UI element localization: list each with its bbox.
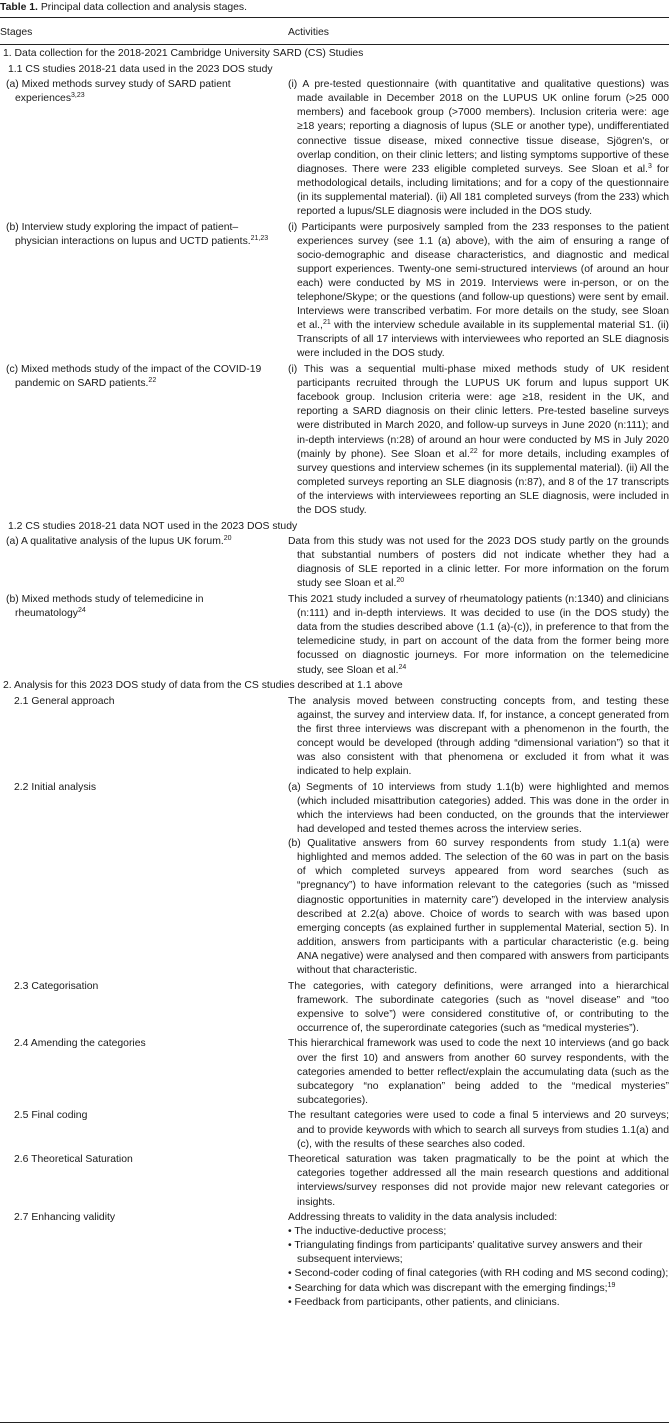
- text-run: 1.1 CS studies 2018-21 data used in the 2023 DOS study: [8, 63, 273, 75]
- text-run: This 2021 study included a survey of rheumatology patients (n:1340) and clinicians (n:111) and in-depth interviews. It was decided to use (in the DOS study) the data from the studies described above (1.1 (a)-(c)), in preference to that from the telemedicine study, in part on account of the data from the former being more focussed on diagnostic journeys. For more information on the telemedicine study, see Sloan et al.: [288, 594, 669, 676]
- stage-cell: [0, 593, 288, 678]
- text-run: 2.6 Theoretical Saturation: [14, 1154, 133, 1166]
- reference-superscript: 22: [148, 377, 157, 385]
- table-section-row: [0, 679, 669, 693]
- activity-paragraph: [288, 78, 669, 219]
- bullet-item: [288, 1225, 669, 1239]
- stage-cell: [0, 781, 288, 978]
- stage-cell: [0, 78, 288, 219]
- activity-paragraph: [288, 363, 669, 518]
- reference-superscript: 24: [398, 663, 407, 671]
- reference-superscript: 3: [647, 162, 652, 170]
- text-run: Theoretical saturation was taken pragmatically to be the point at which the categories together addressed all the main research questions and additional interviews/survey responses did not provide major new relevant categories or insights.: [288, 1154, 669, 1208]
- text-run: (i) A pre-tested questionnaire (with quantitative and qualitative questions) was made available in December 2018 on the LUPUS UK online forum (>25 000 members) and facebook group (>7000 members). Inclusion criteria were: age ≥18 years; reporting a diagnosis of lupus (SLE or another type), undifferentiated connective tissue disease, mixed connective tissue disease, Sjögren's, or overlap condition, on their clinic letters; and listing symptoms supportive of these diagnoses. There were 233 eligible completed surveys. See Sloan et al.: [288, 79, 669, 175]
- bullet-item: [288, 1282, 669, 1296]
- activities-cell: [288, 78, 669, 219]
- table-row: [0, 535, 669, 591]
- activities-cell: [288, 1037, 669, 1107]
- activities-cell: [288, 1211, 669, 1310]
- text-run: (a) A qualitative analysis of the lupus UK forum.: [6, 536, 224, 548]
- reference-superscript: 20: [223, 535, 232, 543]
- activity-paragraph: [288, 837, 669, 978]
- text-run: (i) Participants were purposively sampled from the 233 responses to the patient experiences survey (see 1.1 (a) above), with the aim of ensuring a range of socio-demographic and disease characteristics, and diagnostic and medical support experiences. Twenty-one semi-structured interviews (of around an hour each) were conducted by MS in 2019. Interviews were in-person, or on the telephone/Skype; or the questions (and follow-up questions) were sent by email. Interviews were transcribed verbatim. For more details on the study, see Sloan et al.,: [288, 221, 669, 332]
- activities-cell: [288, 535, 669, 591]
- table-row: [0, 78, 669, 219]
- top-rule: [0, 17, 669, 18]
- text-run: (b) Interview study exploring the impact of patient–physician interactions on lupus and UCTD patients.: [6, 221, 251, 247]
- table-section-row: [0, 63, 669, 77]
- reference-superscript: 20: [396, 577, 405, 585]
- text-run: • Searching for data which was discrepant with the emerging findings;: [288, 1282, 608, 1294]
- stage-cell: [0, 1037, 288, 1107]
- text-run: 1.2 CS studies 2018-21 data NOT used in the 2023 DOS study: [8, 520, 298, 532]
- table-row: [0, 1037, 669, 1107]
- text-run: (a) Segments of 10 interviews from study 1.1(b) were highlighted and memos (which included misattribution categories) added. This was done in the order in which the interviews had been conducted, on the grounds that the interviewer had developed and tested themes across the interview series.: [288, 781, 669, 836]
- activities-cell: [288, 980, 669, 1036]
- text-run: • The inductive-deductive process;: [288, 1226, 447, 1238]
- text-run: 2.1 General approach: [14, 695, 115, 707]
- bullet-item: [288, 1296, 669, 1310]
- text-run: The resultant categories were used to code a final 5 interviews and 20 surveys; and to provide keywords with which to search all surveys from studies 1.1(a) and (c), with the results of these searches also coded.: [288, 1110, 669, 1150]
- stage-cell: [0, 679, 669, 693]
- text-run: 2.4 Amending the categories: [14, 1038, 146, 1050]
- text-run: The analysis moved between constructing concepts from, and testing these against, the survey and interview data. If, for instance, a concept generated from the first three interviews was discrepant with a phenomenon in the fourth, the concept would be developed (through adding “dimensional variation”) so that it was also consistent with that phenomena or excluded it from what it was indicated to help explain.: [288, 695, 669, 778]
- text-run: (b) Mixed methods study of telemedicine in rheumatology: [6, 594, 204, 620]
- text-run: • Triangulating findings from participants’ qualitative survey answers and their subsequent interviews;: [288, 1240, 643, 1266]
- stage-cell: [0, 535, 288, 591]
- activities-cell: [288, 1109, 669, 1151]
- activities-cell: [288, 695, 669, 780]
- text-run: 2.7 Enhancing validity: [14, 1212, 116, 1224]
- reference-superscript: 19: [607, 1281, 616, 1289]
- table-row: [0, 1109, 669, 1151]
- text-run: 2.5 Final coding: [14, 1110, 88, 1122]
- stage-cell: [0, 63, 669, 77]
- text-run: for more details, including examples of survey questions and interview schemes (in its supplemental material). (ii) All the completed surveys reporting an SLE diagnosis (n:87), and 8 of the 17 transcripts of the interviews with interviewees reporting an SLE diagnosis, were included in the DOS study.: [297, 448, 669, 516]
- table-row: [0, 781, 669, 978]
- text-run: (c) Mixed methods study of the impact of the COVID-19 pandemic on SARD patients.: [6, 364, 262, 390]
- text-run: with the interview schedule available in its supplemental material S1. (ii) Transcripts of all 17 interviews with interviewees who reported an SLE diagnosis were included in the DOS study.: [297, 320, 669, 360]
- activity-paragraph: [288, 980, 669, 1036]
- activity-paragraph: [288, 221, 669, 362]
- text-run: (i) This was a sequential multi-phase mixed methods study of UK resident participants recruited through the LUPUS UK forum and lupus support UK facebook group. Inclusion criteria were: age ≥18, resident in the UK, and reporting a SARD diagnosis on their clinic letters. Pre-tested baseline surveys were distributed in March 2020, and follow-up surveys in June 2020 (n:111); and in-depth interviews (n:28) of around an hour were conducted by MS in July 2020 (mainly by phone). See Sloan et al.: [288, 364, 669, 460]
- activity-paragraph: [288, 535, 669, 591]
- stage-cell: [0, 1153, 288, 1209]
- table-caption-label: Table 1.: [0, 2, 38, 13]
- reference-superscript: 21,23: [250, 234, 269, 242]
- table-row: [0, 695, 669, 780]
- table-caption: [0, 1, 247, 15]
- activities-cell: [288, 781, 669, 978]
- table-body: [0, 47, 669, 1311]
- table-section-row: [0, 520, 669, 534]
- activity-paragraph: [288, 695, 669, 780]
- activity-paragraph: [288, 1153, 669, 1209]
- text-run: 1. Data collection for the 2018-2021 Cambridge University SARD (CS) Studies: [3, 48, 364, 59]
- header-rule: [0, 44, 669, 45]
- activity-paragraph: [288, 1037, 669, 1107]
- text-run: • Feedback from participants, other patients, and clinicians.: [288, 1296, 560, 1308]
- stage-cell: [0, 47, 669, 61]
- activities-cell: [288, 221, 669, 362]
- text-run: 2.2 Initial analysis: [14, 781, 97, 793]
- activity-paragraph: [288, 1109, 669, 1151]
- bottom-rule: [0, 1422, 669, 1423]
- table-row: [0, 980, 669, 1036]
- text-run: The categories, with category definitions, were arranged into a hierarchical framework. The subordinate categories (such as “novel disease” and “too expensive to solve”) were considered constitutive of, or contributing to the occurrence of, the superordinate categories (such as “medical mysteries”).: [288, 980, 669, 1034]
- table-row: [0, 221, 669, 362]
- stage-cell: [0, 363, 288, 518]
- stage-cell: [0, 520, 669, 534]
- reference-superscript: 3,23: [71, 92, 85, 100]
- table-caption-text: Principal data collection and analysis stages.: [40, 2, 248, 13]
- activity-paragraph: [288, 1211, 669, 1225]
- reference-superscript: 22: [469, 447, 478, 455]
- text-run: 2.3 Categorisation: [14, 980, 99, 992]
- stage-cell: [0, 980, 288, 1036]
- table-row: [0, 363, 669, 518]
- table-row: [0, 1153, 669, 1209]
- header-activities: Activities: [288, 27, 329, 38]
- text-run: 2. Analysis for this 2023 DOS study of data from the CS studies described at 1.1 above: [3, 680, 403, 692]
- text-run: (b) Qualitative answers from 60 survey respondents from study 1.1(a) were highlighted and memos added. The selection of the 60 was in part on the basis of which completed surveys appeared from word searches (such as “pregnancy”) to have information relevant to the categories (such as “missed diagnostic opportunities in maternity care”) developed in the interview analysis described at 2.2(a) above. Choice of words to search with was based upon emerging concepts (as explained further in supplemental Material, section 5). In addition, answers from participants with a particular characteristic (e.g. being ANA negative) were analysed and then compared with answers from participants without that characteristic.: [288, 838, 669, 976]
- table-row: [0, 593, 669, 678]
- activities-cell: [288, 593, 669, 678]
- text-run: (a) Mixed methods survey study of SARD patient experiences: [6, 79, 231, 105]
- text-run: Data from this study was not used for the 2023 DOS study partly on the grounds that substantial numbers of posters did not indicate whether they had a diagnosis of SLE reported in a clinic letter. For more information on the forum study see Sloan et al.: [288, 536, 669, 590]
- text-run: Addressing threats to validity in the data analysis included:: [288, 1212, 558, 1224]
- activity-paragraph: [288, 781, 669, 837]
- stage-cell: [0, 221, 288, 362]
- table-row: [0, 1211, 669, 1310]
- header-stages: Stages: [0, 27, 33, 38]
- activities-cell: [288, 1153, 669, 1209]
- reference-superscript: 24: [77, 607, 86, 615]
- text-run: for methodological details, including limitations; and for a copy of the questionnaire (in its supplemental material). (ii) All 181 completed surveys (from the 233) which reported a lupus/SLE diagnosis were included in the DOS study.: [297, 163, 669, 218]
- activity-paragraph: [288, 593, 669, 678]
- stage-cell: [0, 1211, 288, 1310]
- reference-superscript: 21: [322, 319, 331, 327]
- stage-cell: [0, 695, 288, 780]
- bullet-item: [288, 1239, 669, 1267]
- activities-cell: [288, 363, 669, 518]
- text-run: • Second-coder coding of final categories (with RH coding and MS second coding);: [288, 1268, 669, 1280]
- stage-cell: [0, 1109, 288, 1151]
- bullet-item: [288, 1267, 669, 1281]
- table-section-row: [0, 47, 669, 61]
- text-run: This hierarchical framework was used to code the next 10 interviews (and go back over the first 10) and answers from another 60 survey respondents, with the categories amended to better reflect/explain the accumulating data (such as the subcategory “no explanation” being added to the “medical mysteries” subcategories).: [288, 1038, 669, 1106]
